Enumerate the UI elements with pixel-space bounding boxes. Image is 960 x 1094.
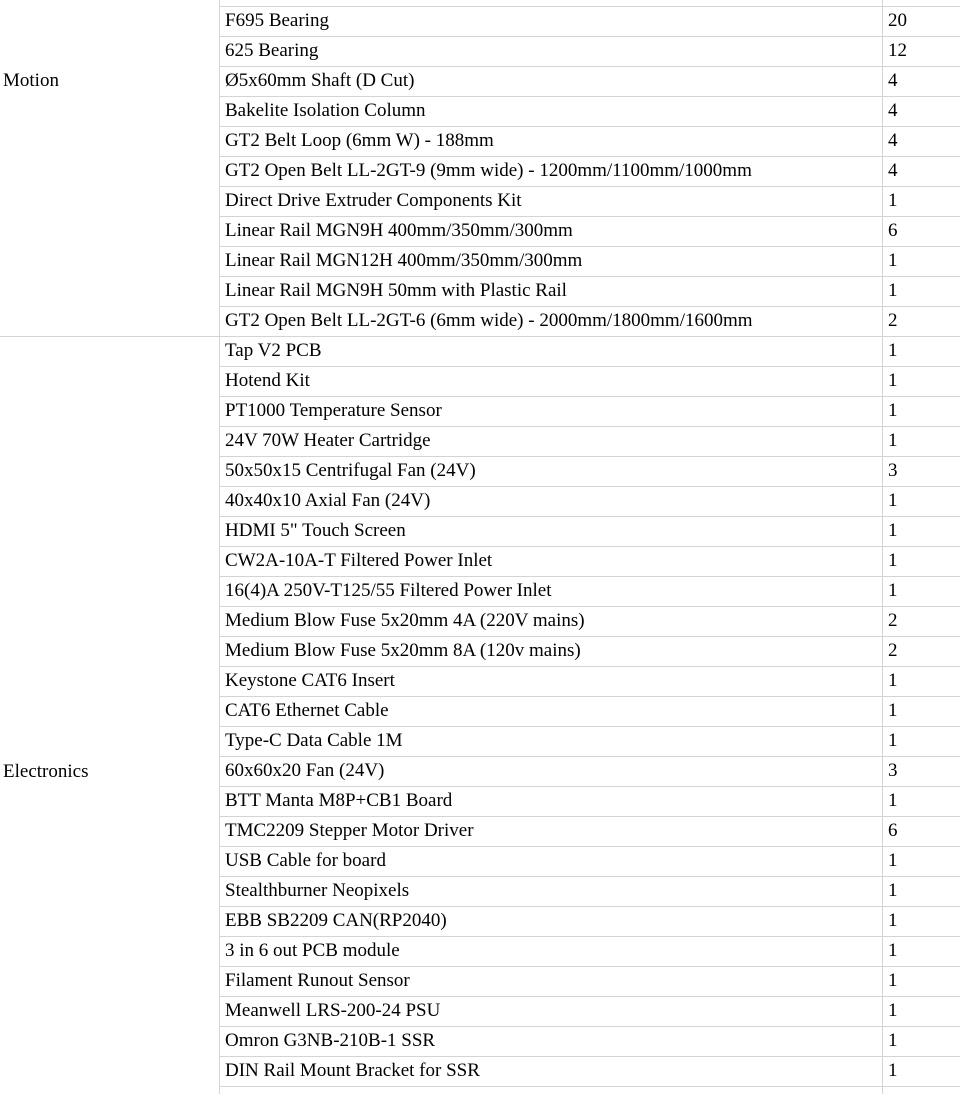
table-row: [0, 1056, 960, 1086]
part-name-cell: Tap V2 PCB: [225, 340, 322, 361]
table-row: [0, 306, 960, 336]
table-row: [0, 246, 960, 276]
part-name-cell: GT2 Open Belt LL-2GT-9 (9mm wide) - 1200mm/1100mm/1000mm: [225, 160, 752, 181]
part-name-cell: 16(4)A 250V-T125/55 Filtered Power Inlet: [225, 580, 552, 601]
quantity-cell: 1: [888, 430, 898, 451]
table-row: [0, 966, 960, 996]
part-name-cell: Hotend Kit: [225, 370, 310, 391]
part-name-cell: GT2 Belt Loop (6mm W) - 188mm: [225, 130, 494, 151]
quantity-cell: 2: [888, 310, 898, 331]
quantity-cell: 2: [888, 610, 898, 631]
part-name-cell: Meanwell LRS-200-24 PSU: [225, 1000, 441, 1021]
part-name-cell: Stealthburner Neopixels: [225, 880, 410, 901]
table-row: [0, 276, 960, 306]
table-row: [0, 606, 960, 636]
part-name-cell: 24V 70W Heater Cartridge: [225, 430, 431, 451]
table-row: [0, 336, 960, 366]
table-row: [0, 876, 960, 906]
quantity-cell: 1: [888, 490, 898, 511]
part-name-cell: Bakelite Isolation Column: [225, 100, 426, 121]
quantity-cell: 2: [888, 640, 898, 661]
table-row: [0, 456, 960, 486]
part-name-cell: Keystone CAT6 Insert: [225, 670, 395, 691]
group-label-electronics: Electronics: [3, 761, 89, 782]
part-name-cell: 625 Bearing: [225, 40, 319, 61]
table-row: [0, 6, 960, 36]
table-row: [0, 186, 960, 216]
quantity-cell: 1: [888, 520, 898, 541]
quantity-cell: 4: [888, 160, 898, 181]
table-row: [0, 906, 960, 936]
part-name-cell: Ø5x60mm Shaft (D Cut): [225, 70, 415, 91]
table-row: [0, 756, 960, 786]
table-row: [0, 846, 960, 876]
table-row: [0, 546, 960, 576]
quantity-cell: 1: [888, 730, 898, 751]
quantity-cell: 1: [888, 880, 898, 901]
quantity-cell: 6: [888, 220, 898, 241]
quantity-cell: 1: [888, 910, 898, 931]
part-name-cell: 60x60x20 Fan (24V): [225, 760, 385, 781]
part-name-cell: PT1000 Temperature Sensor: [225, 400, 442, 421]
part-name-cell: TMC2209 Stepper Motor Driver: [225, 820, 474, 841]
quantity-cell: 1: [888, 1000, 898, 1021]
part-name-cell: Omron G3NB-210B-1 SSR: [225, 1030, 436, 1051]
table-row: [0, 66, 960, 96]
quantity-cell: 12: [888, 40, 907, 61]
quantity-cell: 1: [888, 280, 898, 301]
part-name-cell: HDMI 5" Touch Screen: [225, 520, 406, 541]
table-row: [0, 636, 960, 666]
quantity-cell: 4: [888, 100, 898, 121]
part-name-cell: USB Cable for board: [225, 850, 386, 871]
part-name-cell: Linear Rail MGN9H 50mm with Plastic Rail: [225, 280, 567, 301]
table-row: [0, 696, 960, 726]
part-name-cell: 50x50x15 Centrifugal Fan (24V): [225, 460, 476, 481]
table-row: [0, 126, 960, 156]
part-name-cell: F695 Bearing: [225, 10, 329, 31]
table-row: [0, 666, 960, 696]
quantity-cell: 1: [888, 970, 898, 991]
part-name-cell: Type-C Data Cable 1M: [225, 730, 403, 751]
quantity-cell: 1: [888, 670, 898, 691]
table-row: [0, 96, 960, 126]
quantity-cell: 1: [888, 700, 898, 721]
part-name-cell: Linear Rail MGN12H 400mm/350mm/300mm: [225, 250, 583, 271]
table-row: [0, 216, 960, 246]
table-row: [0, 426, 960, 456]
quantity-cell: 1: [888, 550, 898, 571]
quantity-cell: 4: [888, 70, 898, 91]
quantity-cell: 1: [888, 850, 898, 871]
part-name-cell: Medium Blow Fuse 5x20mm 8A (120v mains): [225, 640, 581, 661]
quantity-cell: 6: [888, 820, 898, 841]
table-row: [0, 936, 960, 966]
table-row: [0, 516, 960, 546]
group-label-motion: Motion: [3, 70, 59, 91]
table-row: [0, 396, 960, 426]
quantity-cell: 4: [888, 130, 898, 151]
table-row: [0, 366, 960, 396]
part-name-cell: Medium Blow Fuse 5x20mm 4A (220V mains): [225, 610, 585, 631]
part-name-cell: BTT Manta M8P+CB1 Board: [225, 790, 453, 811]
part-name-cell: Direct Drive Extruder Components Kit: [225, 190, 522, 211]
table-row: [0, 786, 960, 816]
part-name-cell: 40x40x10 Axial Fan (24V): [225, 490, 431, 511]
quantity-cell: 1: [888, 1030, 898, 1051]
quantity-cell: 3: [888, 760, 898, 781]
table-row: [0, 36, 960, 66]
quantity-cell: 3: [888, 460, 898, 481]
table-row: [0, 576, 960, 606]
quantity-cell: 1: [888, 340, 898, 361]
part-name-cell: Filament Runout Sensor: [225, 970, 410, 991]
table-row: [0, 1026, 960, 1056]
table-row: [0, 996, 960, 1026]
part-name-cell: EBB SB2209 CAN(RP2040): [225, 910, 447, 931]
part-name-cell: DIN Rail Mount Bracket for SSR: [225, 1060, 480, 1081]
quantity-cell: 1: [888, 370, 898, 391]
quantity-cell: 1: [888, 1060, 898, 1081]
table-row: [0, 486, 960, 516]
part-name-cell: CW2A-10A-T Filtered Power Inlet: [225, 550, 493, 571]
quantity-cell: 1: [888, 250, 898, 271]
part-name-cell: CAT6 Ethernet Cable: [225, 700, 389, 721]
quantity-cell: 1: [888, 400, 898, 421]
table-row: [0, 156, 960, 186]
quantity-cell: 20: [888, 10, 907, 31]
table-row: [0, 726, 960, 756]
quantity-cell: 1: [888, 580, 898, 601]
part-name-cell: GT2 Open Belt LL-2GT-6 (6mm wide) - 2000mm/1800mm/1600mm: [225, 310, 753, 331]
table-row: [0, 816, 960, 846]
quantity-cell: 1: [888, 790, 898, 811]
part-name-cell: 3 in 6 out PCB module: [225, 940, 400, 961]
quantity-cell: 1: [888, 190, 898, 211]
quantity-cell: 1: [888, 940, 898, 961]
part-name-cell: Linear Rail MGN9H 400mm/350mm/300mm: [225, 220, 573, 241]
